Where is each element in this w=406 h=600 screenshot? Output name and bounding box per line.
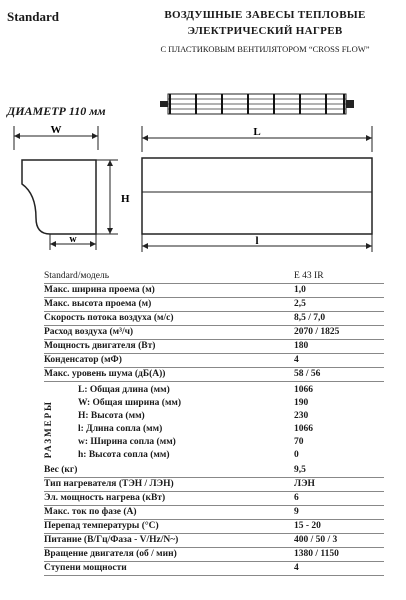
spec-row <box>44 492 384 506</box>
title-line-1: ВОЗДУШНЫЕ ЗАВЕСЫ ТЕПЛОВЫЕ <box>164 9 366 21</box>
dim-L: L <box>253 126 261 138</box>
spec-value: 9 <box>294 507 299 517</box>
spec-row <box>44 397 384 410</box>
spec-row <box>44 520 384 534</box>
spec-row <box>44 312 384 326</box>
spec-row <box>44 464 384 478</box>
spec-value: 0 <box>294 450 299 460</box>
spec-value: 1066 <box>294 385 313 395</box>
spec-label: H: Высота (мм) <box>78 411 145 421</box>
spec-label: Перепад температуры (°С) <box>44 521 159 531</box>
spec-label: Вес (кг) <box>44 465 78 475</box>
spec-row <box>44 562 384 576</box>
dim-w: w <box>69 234 77 245</box>
spec-value: 70 <box>294 437 304 447</box>
model-value: E 43 IR <box>294 271 324 281</box>
spec-row <box>44 384 384 397</box>
spec-label: Эл. мощность нагрева (кВт) <box>44 493 166 503</box>
cross-flow-fan-image <box>160 86 360 120</box>
spec-value: 4 <box>294 563 299 573</box>
spec-label: l: Длина сопла (мм) <box>78 424 163 434</box>
model-row <box>44 270 384 284</box>
subtitle: С ПЛАСТИКОВЫМ ВЕНТИЛЯТОРОМ “CROSS FLOW” <box>160 44 370 54</box>
spec-row <box>44 284 384 298</box>
spec-row <box>44 478 384 492</box>
spec-value: 15 - 20 <box>294 521 321 531</box>
spec-row <box>44 423 384 436</box>
spec-value: 6 <box>294 493 299 503</box>
spec-value: 400 / 50 / 3 <box>294 535 338 545</box>
spec-row <box>44 354 384 368</box>
spec-row <box>44 436 384 449</box>
spec-label: w: Ширина сопла (мм) <box>78 437 176 447</box>
spec-value: 230 <box>294 411 309 421</box>
spec-row <box>44 449 384 462</box>
spec-row <box>44 548 384 562</box>
spec-value: 1066 <box>294 424 313 434</box>
diameter-label: ДИАМЕТР 110 мм <box>7 104 106 118</box>
spec-row <box>44 534 384 548</box>
spec-value: 1,0 <box>294 285 306 295</box>
dim-H: H <box>121 193 130 205</box>
spec-row <box>44 506 384 520</box>
sizes-group-label: РАЗМЕРЫ <box>43 400 53 459</box>
spec-label: Тип нагревателя (ТЭН / ЛЭН) <box>44 479 174 489</box>
spec-value: 190 <box>294 398 309 408</box>
spec-row <box>44 410 384 423</box>
spec-label: Расход воздуха (м³/ч) <box>44 327 134 337</box>
dimension-drawing <box>0 122 406 262</box>
spec-label: Мощность двигателя (Вт) <box>44 341 156 351</box>
spec-value: ЛЭН <box>294 479 315 489</box>
spec-value: 1380 / 1150 <box>294 549 339 559</box>
spec-label: Макс. ток по фазе (А) <box>44 507 137 517</box>
title-line-2: ЭЛЕКТРИЧЕСКИЙ НАГРЕВ <box>187 25 343 37</box>
spec-label: Макс. ширина проема (м) <box>44 285 155 295</box>
spec-value: 9,5 <box>294 465 306 475</box>
spec-label: Скорость потока воздуха (м/с) <box>44 313 174 323</box>
model-label: Standard/модель <box>44 271 110 281</box>
spec-value: 180 <box>294 341 309 351</box>
spec-label: Ступени мощности <box>44 563 127 573</box>
spec-label: Вращение двигателя (об / мин) <box>44 549 177 559</box>
spec-label: h: Высота сопла (мм) <box>78 450 170 460</box>
spec-label: W: Общая ширина (мм) <box>78 398 182 408</box>
spec-row <box>44 326 384 340</box>
spec-value: 58 / 56 <box>294 369 321 379</box>
spec-value: 2,5 <box>294 299 306 309</box>
spec-label: L: Общая длина (мм) <box>78 385 170 395</box>
spec-row <box>44 368 384 382</box>
spec-value: 4 <box>294 355 299 365</box>
spec-label: Макс. уровень шума (дБ(А)) <box>44 369 166 379</box>
spec-label: Питание (В/Гц/Фаза - V/Hz/N~) <box>44 535 179 545</box>
spec-label: Макс. высота проема (м) <box>44 299 152 309</box>
spec-label: Конденсатор (мФ) <box>44 355 122 365</box>
dim-l: l <box>255 235 259 247</box>
brand-label: Standard <box>7 9 60 24</box>
spec-table <box>44 270 384 576</box>
spec-row <box>44 340 384 354</box>
spec-value: 2070 / 1825 <box>294 327 340 337</box>
dim-W: W <box>50 124 62 136</box>
spec-value: 8,5 / 7,0 <box>294 313 326 323</box>
spec-row <box>44 298 384 312</box>
